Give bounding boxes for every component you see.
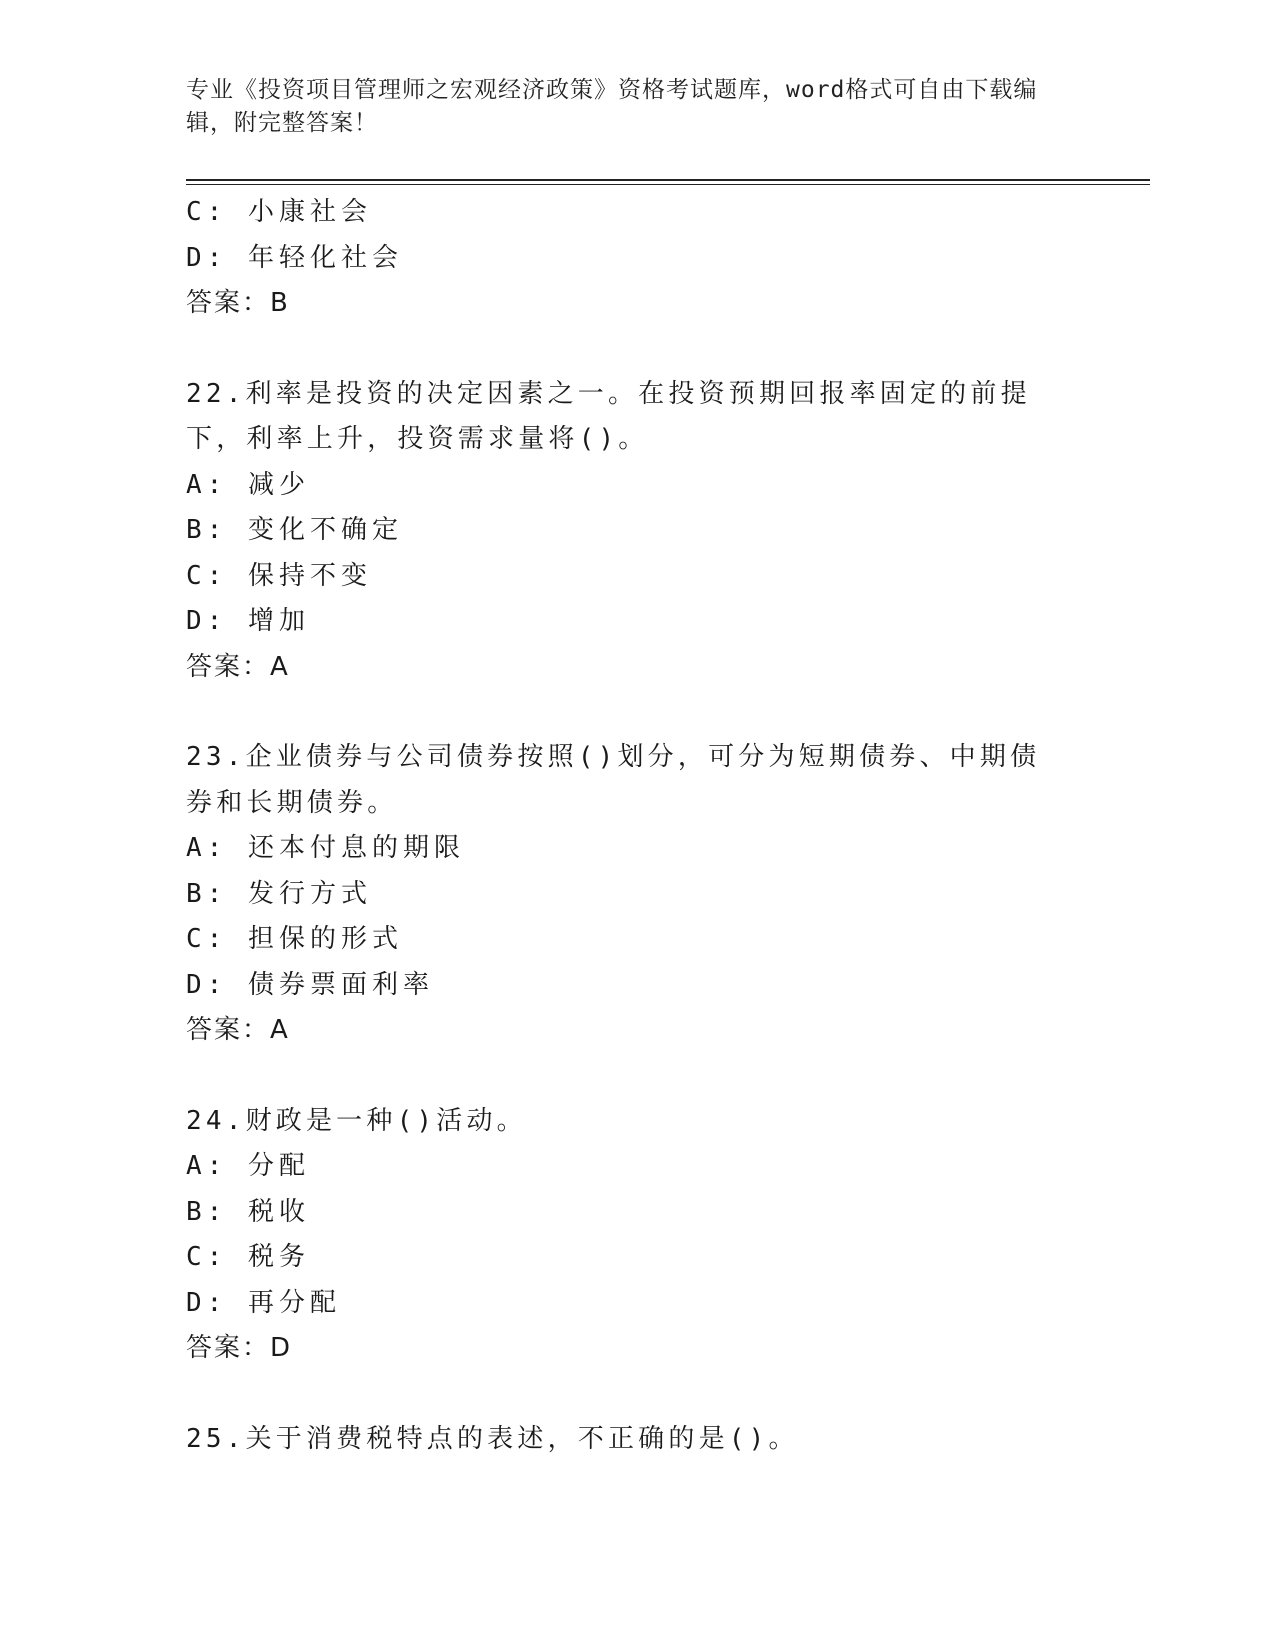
option — [186, 236, 1086, 282]
option — [186, 1144, 1086, 1190]
question-stem: 财政是一种()活动。 — [245, 1105, 527, 1136]
option-letter: B: — [186, 515, 228, 545]
option-text: 税务 — [247, 1242, 310, 1272]
option-letter: D: — [186, 1287, 228, 1318]
answer-label: 答案： — [186, 651, 271, 682]
option-letter: C: — [186, 924, 228, 954]
header-divider-thin — [186, 184, 1150, 185]
answer-value: D — [270, 1333, 293, 1363]
question-stem: 利率是投资的决定因素之一。在投资预期回报率固定的前提下，利率上升，投资需求量将()。 — [186, 378, 1031, 454]
option — [186, 872, 1086, 918]
answer-label: 答案： — [186, 288, 271, 318]
question-24 — [186, 1099, 1086, 1372]
option-text: 变化不确定 — [247, 515, 403, 545]
option-letter: B: — [186, 878, 228, 909]
option — [186, 508, 1086, 554]
option — [186, 963, 1086, 1009]
question-number: 23. — [186, 742, 246, 772]
question-text — [186, 735, 1066, 826]
option-letter: B: — [186, 1196, 228, 1227]
option-letter: A: — [186, 469, 228, 500]
option-letter: C: — [186, 560, 228, 591]
option-letter: C: — [186, 1242, 228, 1272]
answer-value: A — [270, 651, 290, 682]
option-text: 小康社会 — [247, 197, 372, 227]
option — [186, 190, 1086, 236]
option-text: 再分配 — [247, 1287, 341, 1318]
question-25 — [186, 1417, 1086, 1463]
question-text — [186, 372, 1066, 463]
question-number: 25. — [186, 1423, 246, 1454]
option — [186, 463, 1086, 509]
question-number: 22. — [186, 378, 246, 409]
option-letter: A: — [186, 833, 228, 863]
prev-question-options — [186, 190, 1086, 327]
option — [186, 599, 1086, 645]
option-text: 债券票面利率 — [247, 969, 434, 1000]
option — [186, 1281, 1086, 1327]
question-23 — [186, 735, 1086, 1054]
answer-line — [186, 1326, 1086, 1372]
answer-line — [186, 281, 1086, 327]
option-text: 担保的形式 — [247, 924, 403, 954]
question-22 — [186, 372, 1086, 691]
answer-label: 答案： — [186, 1333, 271, 1363]
option-text: 发行方式 — [247, 878, 372, 909]
option-letter: D: — [186, 969, 228, 1000]
page-header: 专业《投资项目管理师之宏观经济政策》资格考试题库，word格式可自由下载编辑，附完整答案！ — [186, 77, 1038, 136]
answer-line — [186, 645, 1086, 691]
option-text: 年轻化社会 — [247, 242, 403, 273]
answer-label: 答案： — [186, 1015, 271, 1045]
question-list — [186, 190, 1086, 1462]
option — [186, 1190, 1086, 1236]
option-letter: C: — [186, 197, 228, 227]
option — [186, 554, 1086, 600]
option-letter: D: — [186, 242, 228, 273]
header-divider — [186, 179, 1150, 181]
answer-value: A — [270, 1015, 290, 1045]
option-text: 分配 — [247, 1151, 310, 1181]
option — [186, 826, 1086, 872]
question-stem: 企业债券与公司债券按照()划分，可分为短期债券、中期债券和长期债券。 — [186, 742, 1041, 818]
option-letter: A: — [186, 1151, 228, 1181]
option-text: 保持不变 — [247, 560, 372, 591]
question-stem: 关于消费税特点的表述，不正确的是()。 — [245, 1423, 799, 1454]
option-text: 还本付息的期限 — [247, 833, 465, 863]
option-text: 税收 — [247, 1196, 310, 1227]
question-number: 24. — [186, 1105, 246, 1136]
option-text: 减少 — [247, 469, 310, 500]
option — [186, 1235, 1086, 1281]
question-text — [186, 1417, 1066, 1463]
answer-value: B — [270, 288, 290, 318]
option-letter: D: — [186, 606, 228, 636]
answer-line — [186, 1008, 1086, 1054]
option — [186, 917, 1086, 963]
option-text: 增加 — [247, 606, 310, 636]
question-text — [186, 1099, 1066, 1145]
